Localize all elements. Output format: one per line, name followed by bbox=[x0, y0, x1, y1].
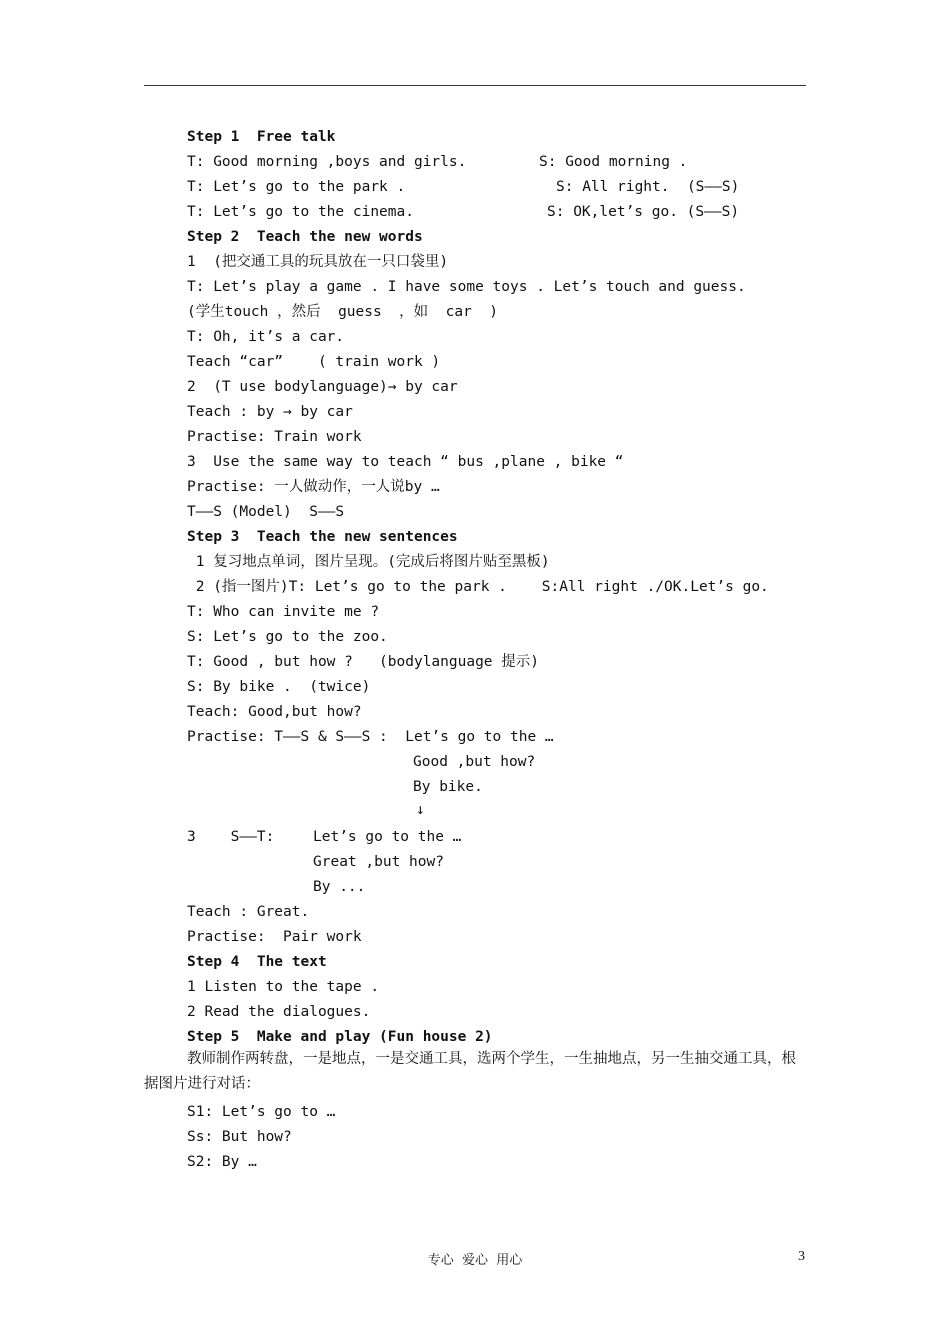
text-line: 2 (T use bodylanguage)→ by car bbox=[187, 379, 458, 395]
text-line: Good ,but how? bbox=[413, 754, 536, 770]
step-5-heading: Step 5 Make and play (Fun house 2) bbox=[187, 1029, 493, 1045]
step-3-heading: Step 3 Teach the new sentences bbox=[187, 529, 458, 545]
dialogue-reply: S: OK,let’s go. (S——S) bbox=[547, 204, 740, 220]
text-line: S2: By … bbox=[187, 1154, 257, 1170]
text-line: 2 (指一图片)T: Let’s go to the park . S:All right ./OK.Let’s go. bbox=[187, 579, 769, 595]
dialogue-reply: S: Good morning . bbox=[539, 154, 688, 170]
text-line: Ss: But how? bbox=[187, 1129, 292, 1145]
step-2-heading: Step 2 Teach the new words bbox=[187, 229, 423, 245]
text-line: 3 Use the same way to teach “ bus ,plane , bike “ bbox=[187, 454, 624, 470]
text-line: S: By bike . (twice) bbox=[187, 679, 371, 695]
dialogue-line: T: Good morning ,boys and girls. bbox=[187, 154, 467, 170]
footer-text: 专心 爱心 用心 bbox=[427, 1253, 523, 1268]
text-line: Teach “car” ( train work ) bbox=[187, 354, 441, 370]
down-arrow-icon: ↓ bbox=[416, 802, 425, 818]
text-line: Practise: Train work bbox=[187, 429, 362, 445]
text-line: Practise: T——S & S——S : Let’s go to the … bbox=[187, 729, 554, 745]
text-line: 1 复习地点单词，图片呈现。(完成后将图片贴至黑板) bbox=[187, 554, 550, 570]
paragraph: 教师制作两转盘，一是地点，一是交通工具，选两个学生，一生抽地点，另一生抽交通工具，根据图片进行对话： bbox=[144, 1051, 796, 1092]
text-line: Teach : Great. bbox=[187, 904, 310, 920]
text-line: 3 S——T: bbox=[187, 829, 275, 845]
text-line: By ... bbox=[313, 879, 366, 895]
text-line: Practise: Pair work bbox=[187, 929, 362, 945]
step-1-heading: Step 1 Free talk bbox=[187, 129, 336, 145]
text-line: By bike. bbox=[413, 779, 483, 795]
text-line: S: Let’s go to the zoo. bbox=[187, 629, 388, 645]
page-number: 3 bbox=[798, 1249, 805, 1264]
text-line: S1: Let’s go to … bbox=[187, 1104, 336, 1120]
text-line: T——S (Model) S——S bbox=[187, 504, 345, 520]
dialogue-reply: S: All right. (S——S) bbox=[556, 179, 740, 195]
header-rule bbox=[144, 85, 806, 86]
text-line: T: Who can invite me ? bbox=[187, 604, 380, 620]
text-line: Practise: 一人做动作，一人说by … bbox=[187, 479, 440, 495]
text-line: T: Oh, it’s a car. bbox=[187, 329, 345, 345]
text-line: Teach: Good,but how? bbox=[187, 704, 362, 720]
dialogue-line: T: Let’s go to the cinema. bbox=[187, 204, 414, 220]
text-line: (学生touch ，然后 guess ，如 car ) bbox=[187, 304, 499, 320]
text-line: 2 Read the dialogues. bbox=[187, 1004, 371, 1020]
text-line: Teach : by → by car bbox=[187, 404, 353, 420]
text-line: 1 Listen to the tape . bbox=[187, 979, 380, 995]
text-line: Let’s go to the … bbox=[313, 829, 462, 845]
step-4-heading: Step 4 The text bbox=[187, 954, 327, 970]
text-line: Great ,but how? bbox=[313, 854, 444, 870]
text-line: T: Let’s play a game . I have some toys . Let’s touch and guess. bbox=[187, 279, 746, 295]
text-line: 1 (把交通工具的玩具放在一只口袋里) bbox=[187, 254, 449, 270]
text-line: T: Good , but how ? (bodylanguage 提示) bbox=[187, 654, 540, 670]
dialogue-line: T: Let’s go to the park . bbox=[187, 179, 406, 195]
